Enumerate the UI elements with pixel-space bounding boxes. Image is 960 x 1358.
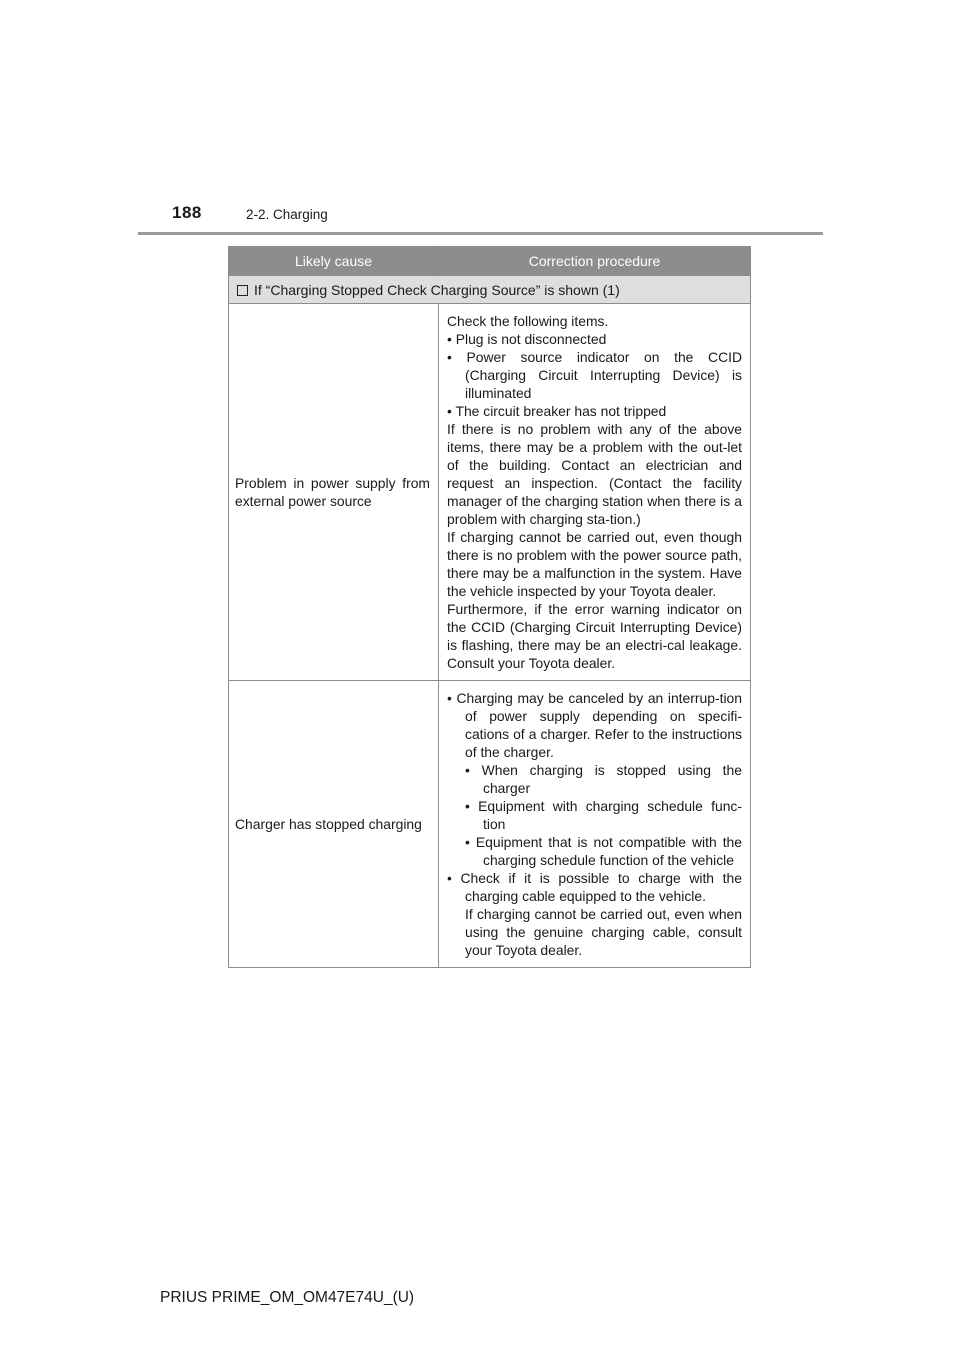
header-divider [138,232,823,235]
procedure-bullet: • Power source indicator on the CCID (Charging Circuit Interrupting Device) is illuminated [447,349,742,401]
procedure-bullet: • Plug is not disconnected [447,331,607,347]
column-header-likely-cause: Likely cause [229,247,439,276]
table-header-row [229,247,751,276]
procedure-cell [439,304,751,681]
procedure-bullet: • Check if it is possible to charge with the charging cable equipped to the vehicle. [447,870,742,904]
procedure-subbullet: • When charging is stopped using the charger [465,762,742,796]
procedure-subbullet: • Equipment with charging schedule func-tion [465,798,742,832]
procedure-text: Furthermore, if the error warning indicator on the CCID (Charging Circuit Interrupting Device) is flashing, there may be an electri-cal leakage. Consult your Toyota dealer. [447,601,742,671]
table-row [229,304,751,681]
procedure-text: Check the following items. [447,313,609,329]
procedure-subbullet: • Equipment that is not compatible with the charging schedule function of the vehicle [465,834,742,868]
table-subheading: If “Charging Stopped Check Charging Source” is shown (1) [254,281,620,298]
cause-cell: Charger has stopped charging [229,681,439,968]
checkbox-square-icon [237,285,248,296]
procedure-bullet: • Charging may be canceled by an interrup-tion of power supply depending on specifi-cations of a charger. Refer to the instructions of the charger. [447,690,742,760]
procedure-bullet: • The circuit breaker has not tripped [447,403,667,419]
procedure-text: If there is no problem with any of the above items, there may be a problem with the out-let of the building. Contact an electrician and request an inspection. (Contact the facility manager of the charging station when there is a problem with charging sta-tion.) [447,421,742,527]
document-code: PRIUS PRIME_OM_OM47E74U_(U) [160,1289,415,1306]
troubleshooting-table [228,246,751,968]
procedure-cell [439,681,751,968]
cause-cell: Problem in power supply from external power source [229,304,439,681]
table-row [229,681,751,968]
table-subheading-row [229,276,751,304]
column-header-correction-procedure: Correction procedure [439,247,751,276]
page-number: 188 [172,203,202,222]
section-title: 2-2. Charging [246,207,328,222]
procedure-text: If charging cannot be carried out, even though there is no problem with the power source path, there may be a malfunction in the system. Have the vehicle inspected by your Toyota dealer. [447,529,742,599]
procedure-continuation: If charging cannot be carried out, even when using the genuine charging cable, consult your Toyota dealer. [465,906,742,958]
